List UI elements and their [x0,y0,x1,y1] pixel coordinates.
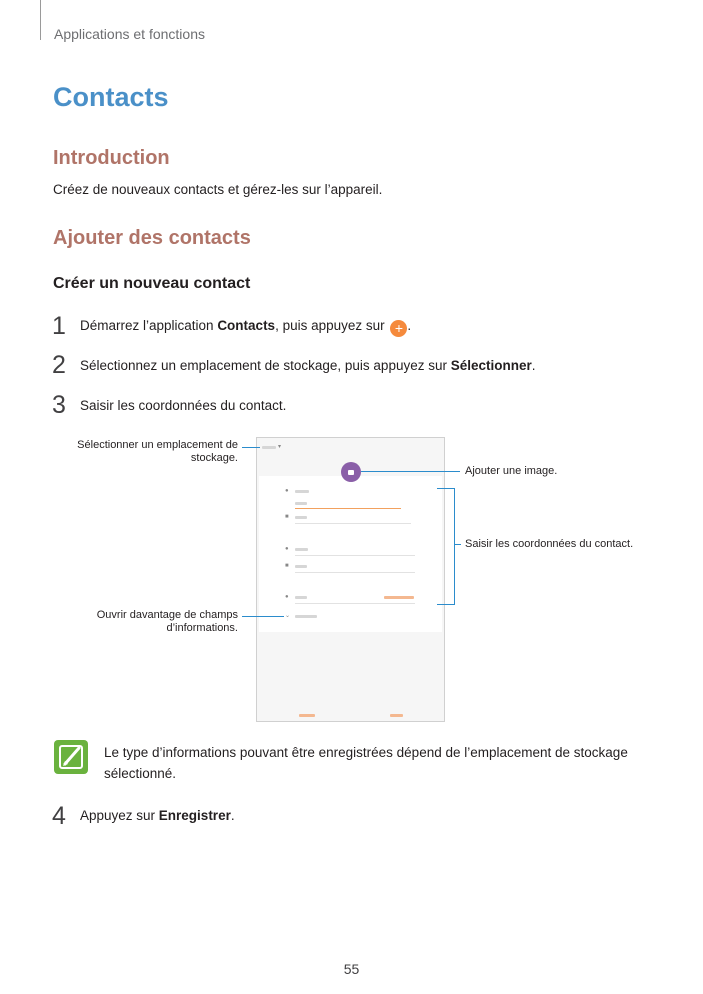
step-text-3: Saisir les coordonnées du contact. [80,398,287,413]
field-placeholder [295,516,307,519]
annotation-add-image: Ajouter une image. [465,465,558,477]
step-text-4 [80,808,235,823]
note-line1: Le type d’informations pouvant être enregistrées dépend de l’emplacement de stockage [104,745,628,760]
field-placeholder [295,490,309,493]
step-number-2: 2 [52,351,66,379]
chevron-down-icon: ⌄ [285,613,291,619]
note-pencil-icon [54,740,88,774]
page-number: 55 [343,961,360,977]
page-title: Contacts [53,82,169,112]
step-2-bold: Sélectionner [450,358,532,373]
callout-line-more-fields [242,616,284,617]
annotation-storage-line1: Sélectionner un emplacement de [77,439,238,451]
save-button-placeholder [390,714,403,717]
step-number-3: 3 [52,391,66,419]
group-action-placeholder [384,596,414,599]
step-4-bold: Enregistrer [158,808,231,823]
step-4-text-before: Appuyez sur [80,808,159,823]
annotation-more-fields [40,609,238,635]
field-placeholder [295,596,307,599]
add-contact-plus-icon: + [390,320,407,337]
field-underline [295,603,415,604]
annotation-storage [40,439,238,465]
dropdown-arrow-icon: ▾ [278,444,282,450]
bracket-top [437,488,455,489]
step-1-text-after: , puis appuyez sur [275,318,389,333]
company-icon: ■ [285,514,289,520]
step-text-2 [80,358,536,373]
step-4-end: . [230,808,235,823]
person-icon: ● [285,488,289,494]
note-text [104,742,628,784]
field-underline [295,555,415,556]
annotation-more-fields-line1: Ouvrir davantage de champs [96,609,238,621]
callout-line-storage [242,447,260,448]
step-2-text-before: Sélectionnez un emplacement de stockage, puis appuyez sur [80,358,451,373]
group-icon: ● [285,594,289,600]
email-icon: ■ [285,563,289,569]
header-rule [40,0,41,40]
bracket-bottom [437,604,455,605]
field-underline [295,572,415,573]
step-1-end: . [407,318,412,333]
note-line2: sélectionné. [104,766,177,781]
more-fields-placeholder [295,615,317,618]
step-text-1 [80,318,411,337]
field-underline [295,523,411,524]
active-field-underline [295,508,401,509]
step-number-1: 1 [52,312,66,340]
step-1-bold: Contacts [217,318,276,333]
bracket-tick [454,544,461,545]
storage-selector-placeholder [262,446,276,449]
callout-line-image [361,471,460,472]
camera-icon [341,462,361,482]
step-1-text-before: Démarrez l’application [80,318,218,333]
field-placeholder [295,565,307,568]
field-placeholder [295,502,307,505]
step-number-4: 4 [52,802,66,830]
annotation-enter-details: Saisir les coordonnées du contact. [465,538,634,550]
field-placeholder [295,548,308,551]
phone-icon: ● [285,546,289,552]
introduction-heading: Introduction [53,147,170,169]
create-contact-heading: Créer un nouveau contact [53,275,251,292]
pencil-icon [54,740,88,774]
annotation-more-fields-line2: d’informations. [166,622,238,634]
section-header: Applications et fonctions [54,26,205,42]
bracket-vertical [454,488,455,605]
annotation-storage-line2: stockage. [190,452,238,464]
contact-form-card [259,476,442,632]
introduction-text: Créez de nouveaux contacts et gérez-les sur l’appareil. [53,182,383,197]
add-contacts-heading: Ajouter des contacts [53,227,251,249]
cancel-button-placeholder [299,714,315,717]
step-2-end: . [531,358,536,373]
